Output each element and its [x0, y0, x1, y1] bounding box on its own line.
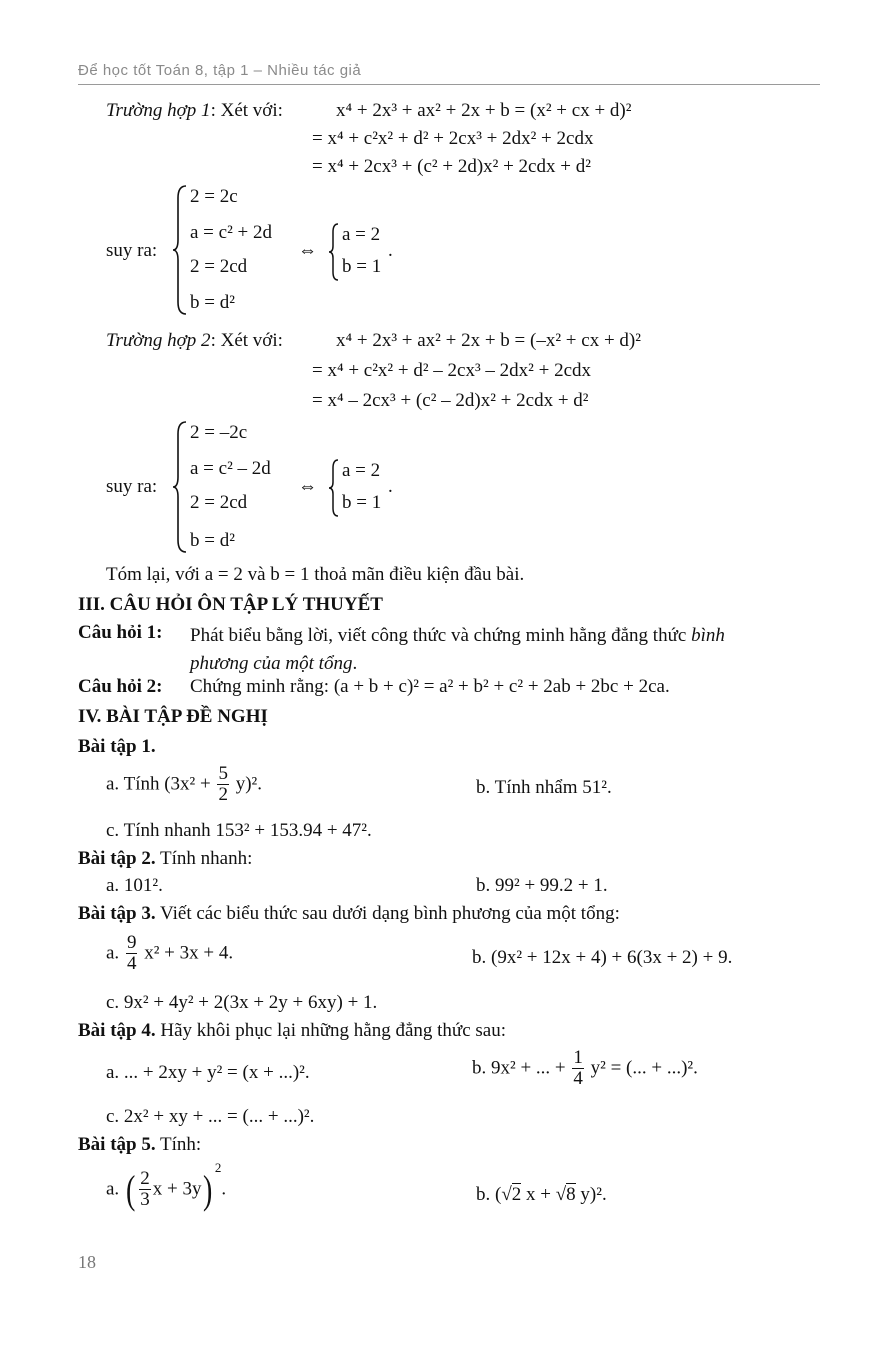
case2-suyra: suy ra: [106, 476, 158, 497]
exercise-3c: c. 9x² + 4y² + 2(3x + 2y + 6xy) + 1. [106, 992, 378, 1013]
question-2-text: Chứng minh rằng: (a + b + c)² = a² + b² + c² + 2ab + 2bc + 2ca. [190, 676, 670, 697]
case1-line1: Trường hợp 1: Xét với: [106, 100, 283, 121]
exercise-1-label: Bài tập 1. [78, 736, 156, 757]
exercise-5b: b. (√2 x + √8 y)². [476, 1184, 607, 1205]
exercise-5-heading: Bài tập 5. Tính: [78, 1134, 202, 1155]
case1-expr: x⁴ + 2x³ + ax² + 2x + b = (x² + cx + d)² [336, 100, 632, 121]
exercise-3b: b. (9x² + 12x + 4) + 6(3x + 2) + 9. [472, 947, 733, 968]
exercise-1a: a. Tính (3x² + $\frac{5}{2}$ y)². [106, 763, 262, 805]
case1-res-b: b = 1 [342, 256, 382, 277]
fraction: $\frac{2}{3}$ [140, 1168, 150, 1211]
question-1-label: Câu hỏi 1: [78, 622, 163, 643]
section-heading-iii: III. CÂU HỎI ÔN TẬP LÝ THUYẾT [78, 594, 383, 615]
case1-sys-eq: a = c² + 2d [190, 222, 272, 243]
exercise-3a: a. $\frac{9}{4}$ x² + 3x + 4. [106, 932, 234, 974]
case2-sys-eq: b = d² [190, 530, 235, 551]
case1-label: Trường hợp 1 [106, 100, 211, 121]
equiv-symbol: ⇔ [298, 240, 317, 261]
exercise-3-heading: Bài tập 3. Viết các biểu thức sau dưới dạng bình phương của một tổng: [78, 903, 620, 924]
case2-line1: Trường hợp 2: Xét với: [106, 330, 283, 351]
case2-brace [172, 420, 188, 554]
section-heading-iv: IV. BÀI TẬP ĐỀ NGHỊ [78, 706, 268, 727]
case1-sys-eq: 2 = 2c [190, 186, 238, 207]
page-number: 18 [78, 1252, 96, 1272]
case1-res-a: a = 2 [342, 224, 381, 245]
sqrt-sign: √ [501, 1184, 512, 1205]
exercise-1c: c. Tính nhanh 153² + 153.94 + 47². [106, 820, 372, 841]
question-1-text: Phát biểu bằng lời, viết công thức và chứng minh hằng đẳng thức bình phương của một tổng. [190, 625, 725, 674]
fraction: $\frac{5}{2}$ [218, 763, 228, 805]
case2-result-brace [328, 458, 340, 518]
case1-suyra: suy ra: [106, 240, 158, 261]
case2-label: Trường hợp 2 [106, 330, 211, 351]
case1-line3: = x⁴ + 2cx³ + (c² + 2d)x² + 2cdx + d² [312, 156, 591, 177]
case1-brace [172, 184, 188, 316]
exercise-4a: a. ... + 2xy + y² = (x + ...)². [106, 1062, 310, 1083]
exercise-4-heading: Bài tập 4. Hãy khôi phục lại những hằng đẳng thức sau: [78, 1020, 506, 1041]
fraction: $\frac{9}{4}$ [126, 932, 137, 974]
case2-res-b: b = 1 [342, 492, 382, 513]
case2-dot: . [388, 476, 393, 497]
exercise-2a: a. 101². [106, 875, 163, 896]
exercise-4b: b. 9x² + ... + $\frac{1}{4}$ y² = (... + ...)². [472, 1047, 698, 1089]
case2-sys-eq: a = c² – 2d [190, 458, 271, 479]
summary-text: Tóm lại, với a = 2 và b = 1 thoả mãn điều kiện đầu bài. [106, 564, 525, 585]
case1-line2: = x⁴ + c²x² + d² + 2cx³ + 2dx² + 2cdx [312, 128, 594, 149]
case1-dot: . [388, 240, 393, 261]
case2-res-a: a = 2 [342, 460, 381, 481]
fraction: $\frac{1}{4}$ [573, 1047, 583, 1089]
case2-sys-eq: 2 = –2c [190, 422, 248, 443]
running-header: Để học tốt Toán 8, tập 1 – Nhiều tác giả [78, 62, 362, 79]
case2-line2: = x⁴ + c²x² + d² – 2cx³ – 2dx² + 2cdx [312, 360, 592, 381]
exercise-4c: c. 2x² + xy + ... = (... + ...)². [106, 1106, 315, 1127]
case2-line3: = x⁴ – 2cx³ + (c² – 2d)x² + 2cdx + d² [312, 390, 589, 411]
question-2: Câu hỏi 2: [78, 676, 163, 697]
exercise-5a: a. ( $\frac{2}{3}$ x + 3y) $^2$. [106, 1160, 227, 1212]
case1-sys-eq: 2 = 2cd [190, 256, 248, 277]
equiv-symbol: ⇔ [298, 476, 317, 497]
exercise-2b: b. 99² + 99.2 + 1. [476, 875, 608, 896]
case2-expr: x⁴ + 2x³ + ax² + 2x + b = (–x² + cx + d)² [336, 330, 641, 351]
sqrt-sign: √ [555, 1184, 567, 1205]
case2-sys-eq: 2 = 2cd [190, 492, 248, 513]
case1-result-brace [328, 222, 340, 282]
exercise-2-heading: Bài tập 2. Tính nhanh: [78, 848, 253, 869]
case1-sys-eq: b = d² [190, 292, 235, 313]
exercise-1b: b. Tính nhẩm 51². [476, 777, 612, 798]
header-rule [78, 84, 820, 85]
